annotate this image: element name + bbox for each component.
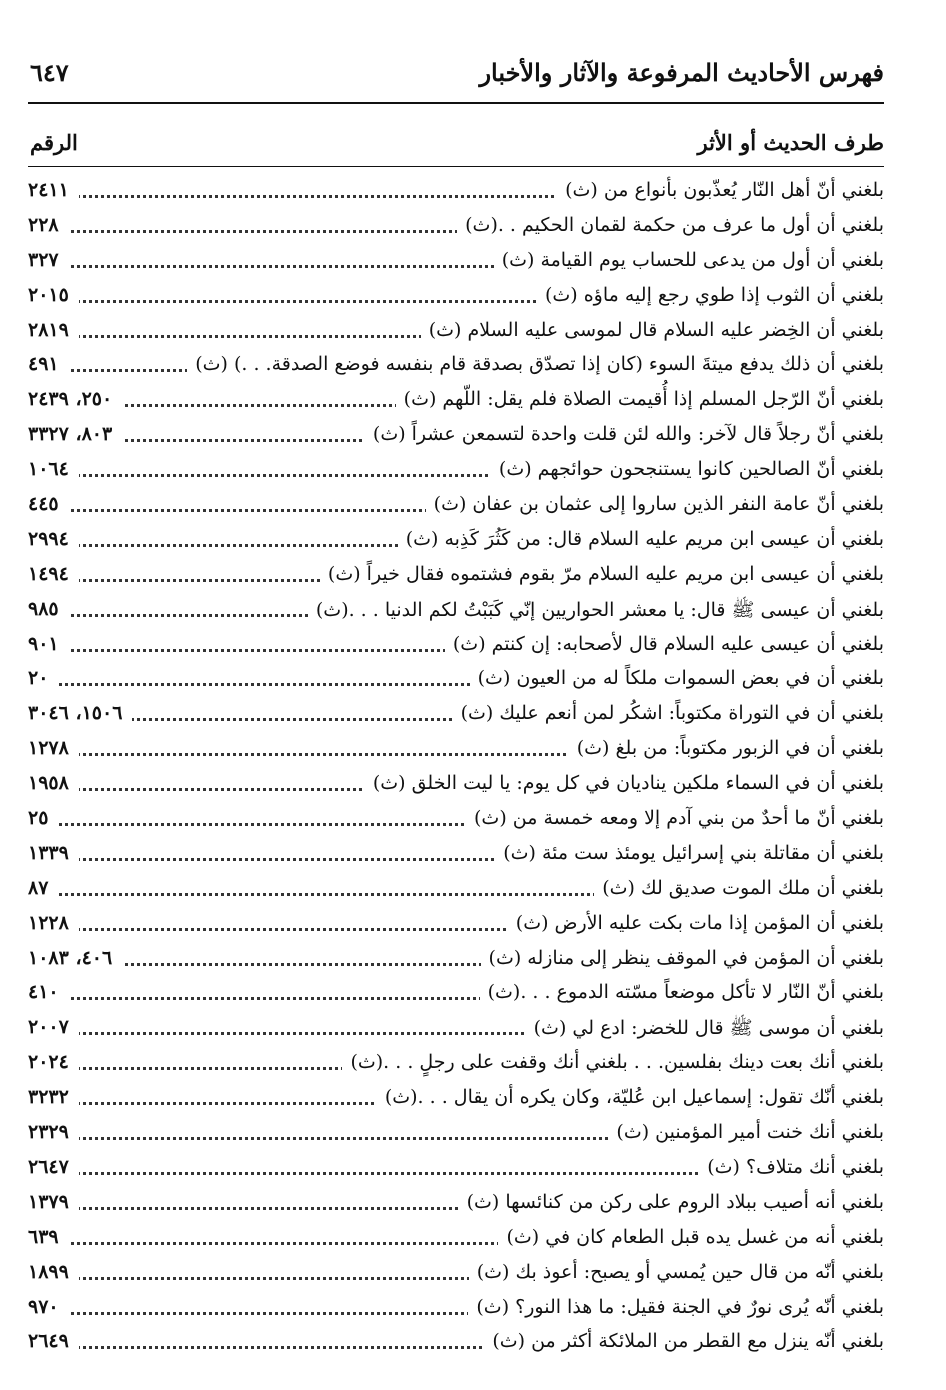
entry-text: بلغني أن عيسى ﷺ قال: يا معشر الحواريين إنّي كَبَبْتُ لكم الدنيا . . .(ث) [308,598,884,626]
entry-text: بلغني أنّه ينزل مع القطر من الملائكة أكثر من (ث) [484,1330,884,1352]
entry-reference-numbers: ٤١٠ [28,981,69,1003]
entry-reference-numbers: ١٣٧٩ [28,1191,79,1213]
entry-reference-numbers: ٢٦٤٩ [28,1330,79,1352]
list-item [28,1188,884,1223]
entry-reference-numbers: ٤٠٦، ١٠٨٣ [28,947,122,969]
list-item [28,1048,884,1083]
entry-reference-numbers: ٢٤١١ [28,179,79,201]
entry-reference-numbers: ٢٠١٥ [28,284,79,306]
list-item [28,1118,884,1153]
list-item [28,1258,884,1293]
list-item [28,490,884,525]
list-item [28,595,884,630]
list-item [28,874,884,909]
list-item [28,1223,884,1258]
entry-text: بلغني أن في السماء ملكين يناديان في كل يوم: يا ليت الخلق (ث) [365,772,884,794]
entry-reference-numbers: ٢٦٤٧ [28,1156,79,1178]
entry-text: بلغني أنّ أهل النّار يُعذّبون بأنواع من (ث) [557,179,884,201]
list-item [28,246,884,281]
column-headers [30,130,884,164]
column-header-divider [28,166,884,167]
list-item [28,804,884,839]
entry-reference-numbers: ١٥٠٦، ٣٠٤٦ [28,702,132,724]
entry-reference-numbers: ٤٤٥ [28,493,69,515]
entry-text: بلغني أنّ رجلاً قال لآخر: والله لئن قلت واحدة لتسمعن عشراً (ث) [365,423,884,445]
entry-text: بلغني أن الثوب إذا طوي رجع إليه ماؤه (ث) [537,284,884,306]
entry-reference-numbers: ٢٩٩٤ [28,528,79,550]
list-item [28,560,884,595]
entry-text: بلغني أنك بعت دينك بفلسين. . . بلغني أنك وقفت على رجلٍ . . .(ث) [342,1051,884,1073]
running-head [30,58,884,98]
entry-reference-numbers: ١٠٦٤ [28,458,79,480]
entry-text: بلغني أنه من غسل يده قبل الطعام كان في (ث) [498,1226,884,1248]
entry-text: بلغني أنّ عامة النفر الذين ساروا إلى عثمان بن عفان (ث) [426,493,884,515]
entry-reference-numbers: ٢٠٠٧ [28,1016,79,1038]
page-number: ٦٤٧ [30,58,69,87]
entry-reference-numbers: ٢٥ [28,807,58,829]
list-item [28,211,884,246]
entry-reference-numbers: ٤٩١ [28,353,69,375]
list-item [28,630,884,665]
column-header-number: الرقم [30,130,78,155]
entry-text: بلغني أنك خنت أمير المؤمنين (ث) [608,1121,884,1143]
entry-reference-numbers: ١٢٧٨ [28,737,79,759]
list-item [28,978,884,1013]
entry-text: بلغني أنّ النّار لا تأكل موضعاً مسّته الدموع . . .(ث) [480,981,884,1003]
list-item [28,769,884,804]
header-divider [28,102,884,104]
entry-text: بلغني أنّ ما أحدٌ من بني آدم إلا ومعه خمسة من (ث) [466,807,884,829]
entry-text: بلغني أن أول ما عرف من حكمة لقمان الحكيم . .(ث) [457,214,884,236]
list-item [28,176,884,211]
list-item [28,420,884,455]
entry-text: بلغني أنك متلاف؟ (ث) [699,1156,884,1178]
list-item [28,1327,884,1362]
entry-reference-numbers: ٩٧٠ [28,1296,69,1318]
entry-reference-numbers: ٩٨٥ [28,598,69,620]
list-item [28,1153,884,1188]
list-item [28,385,884,420]
list-item [28,699,884,734]
entry-reference-numbers: ٢٥٠، ٢٤٣٩ [28,388,122,410]
entry-reference-numbers: ٢٣٢٩ [28,1121,79,1143]
entry-list [28,176,884,1362]
list-item [28,281,884,316]
list-item [28,525,884,560]
list-item [28,839,884,874]
entry-reference-numbers: ٨٠٣، ٣٣٢٧ [28,423,122,445]
list-item [28,1083,884,1118]
entry-reference-numbers: ٢٢٨ [28,214,69,236]
entry-reference-numbers: ٣٢٣٢ [28,1086,79,1108]
entry-text: بلغني أن موسى ﷺ قال للخضر: ادع لي (ث) [526,1016,884,1044]
entry-text: بلغني أن أول من يدعى للحساب يوم القيامة (ث) [494,249,884,271]
entry-text: بلغني أنّه من قال حين يُمسي أو يصبح: أعوذ بك (ث) [469,1261,884,1283]
entry-reference-numbers: ١٢٢٨ [28,912,79,934]
entry-reference-numbers: ٩٠١ [28,633,69,655]
list-item [28,350,884,385]
entry-text: بلغني أن عيسى ابن مريم عليه السلام قال: من كَثُرَ كَذِبه (ث) [398,528,884,550]
list-item [28,664,884,699]
entry-text: بلغني أن الخِضر عليه السلام قال لموسى عليه السلام (ث) [421,319,884,341]
entry-text: بلغني أن عيسى عليه السلام قال لأصحابه: إن كنتم (ث) [445,633,884,655]
entry-text: بلغني أن ملك الموت صديق لك (ث) [594,877,884,899]
entry-reference-numbers: ٢٠٢٤ [28,1051,79,1073]
entry-reference-numbers: ٣٢٧ [28,249,69,271]
entry-text: بلغني أن في التوراة مكتوباً: اشكُر لمن أنعم عليك (ث) [453,702,884,724]
entry-reference-numbers: ١٣٣٩ [28,842,79,864]
entry-reference-numbers: ٦٣٩ [28,1226,69,1248]
list-item [28,734,884,769]
column-header-text: طرف الحديث أو الأثر [697,130,884,155]
entry-text: بلغني أن المؤمن في الموقف ينظر إلى منازله (ث) [481,947,884,969]
entry-text: بلغني أنّك تقول: إسماعيل ابن عُليّة، وكان يكره أن يقال . . .(ث) [377,1086,884,1108]
entry-text: بلغني أنّه يُرى نورٌ في الجنة فقيل: ما هذا النور؟ (ث) [468,1296,884,1318]
running-title: فهرس الأحاديث المرفوعة والآثار والأخبار [479,58,884,87]
entry-text: بلغني أنّ الرّجل المسلم إذا أُقيمت الصلاة فلم يقل: اللّهم (ث) [396,388,884,410]
list-item [28,909,884,944]
list-item [28,455,884,490]
entry-reference-numbers: ١٩٥٨ [28,772,79,794]
list-item [28,944,884,979]
entry-text: بلغني أنّ الصالحين كانوا يستنجحون حوائجهم (ث) [491,458,884,480]
entry-reference-numbers: ١٨٩٩ [28,1261,79,1283]
entry-reference-numbers: ٨٧ [28,877,58,899]
list-item [28,1293,884,1328]
entry-text: بلغني أن في بعض السموات ملكاً له من العيون (ث) [470,667,884,689]
list-item [28,316,884,351]
entry-text: بلغني أن المؤمن إذا مات بكت عليه الأرض (ث) [508,912,884,934]
entry-text: بلغني أن ذلك يدفع ميتةَ السوء (كان إذا تصدّق بصدقة قام بنفسه فوضع الصدقة. . .) (ث) [187,353,884,375]
entry-reference-numbers: ٢٨١٩ [28,319,79,341]
entry-reference-numbers: ٢٠ [28,667,58,689]
list-item [28,1013,884,1048]
entry-reference-numbers: ١٤٩٤ [28,563,79,585]
entry-text: بلغني أن عيسى ابن مريم عليه السلام مرّ بقوم فشتموه فقال خيراً (ث) [320,563,884,585]
entry-text: بلغني أنه أصيب ببلاد الروم على ركن من كنائسها (ث) [459,1191,884,1213]
entry-text: بلغني أن في الزبور مكتوباً: من بلغ (ث) [569,737,884,759]
entry-text: بلغني أن مقاتلة بني إسرائيل يومئذ ست مئة (ث) [495,842,884,864]
